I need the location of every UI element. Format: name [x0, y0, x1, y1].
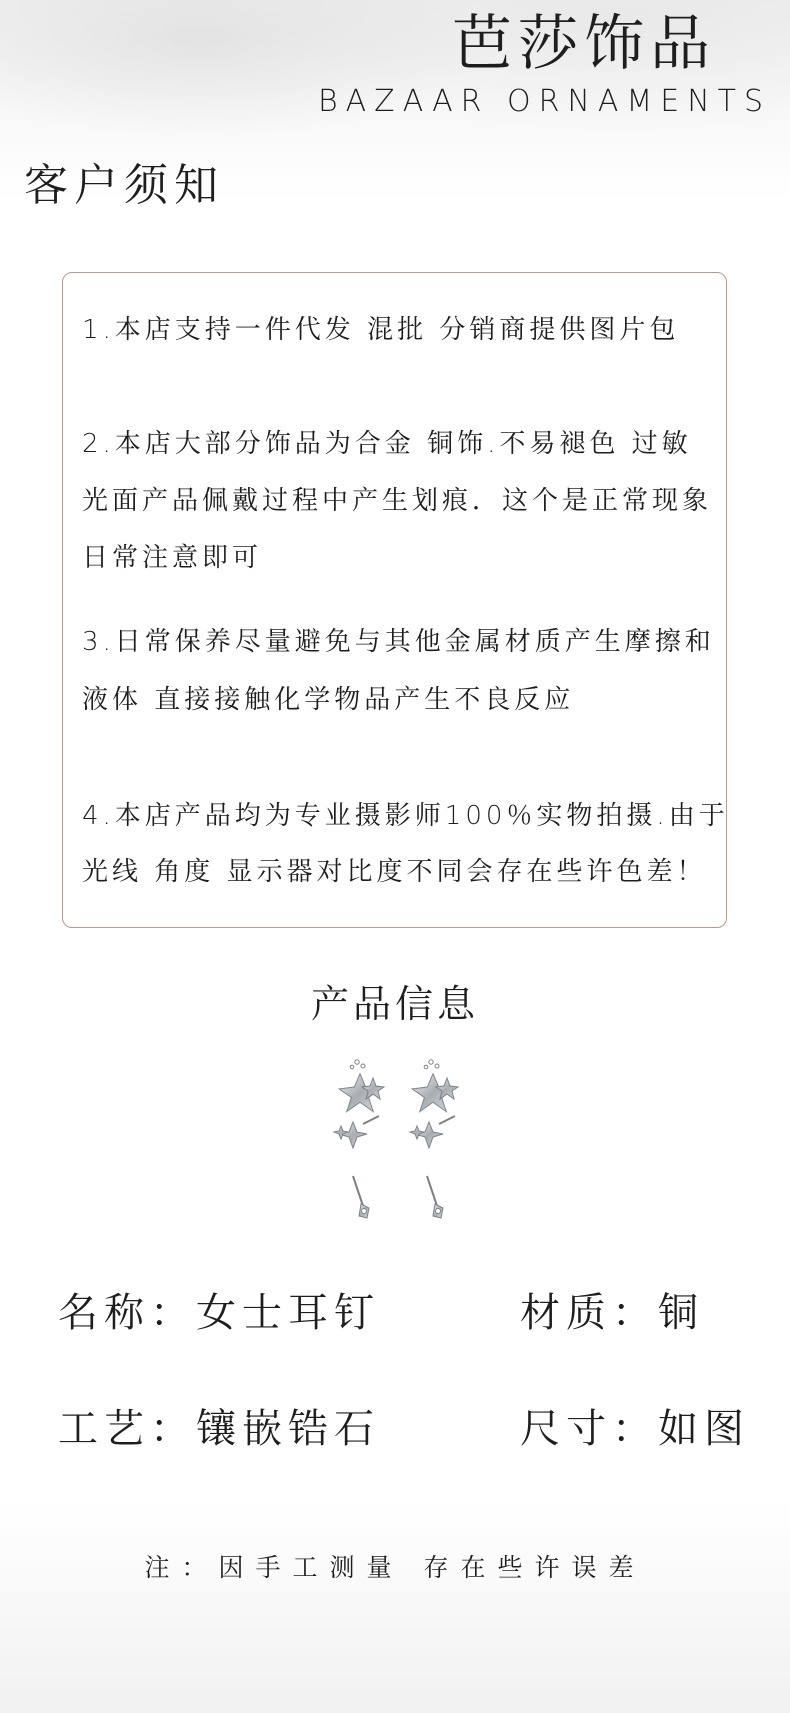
earring-set-icon	[310, 1040, 480, 1230]
product-info-title: 产品信息	[310, 982, 479, 1026]
spec-name: 名称：女士耳钉	[58, 1290, 380, 1336]
notice-line: 光线 角度 显示器对比度不同会存在些许色差！	[82, 857, 707, 887]
notice-line: 2.本店大部分饰品为合金 铜饰.不易褪色 过敏	[82, 429, 692, 459]
notice-line: 液体 直接接触化学物品产生不良反应	[82, 685, 575, 715]
notice-line: 3.日常保养尽量避免与其他金属材质产生摩擦和	[82, 627, 715, 657]
notice-title: 客户须知	[24, 160, 224, 211]
notice-line: 1.本店支持一件代发 混批 分销商提供图片包	[82, 315, 680, 345]
brand-title-cn: 芭莎饰品	[452, 9, 716, 79]
spec-size: 尺寸：如图	[520, 1406, 750, 1452]
spec-material: 材质：铜	[520, 1290, 704, 1336]
footnote: 注：因手工测量 存在些许误差	[144, 1553, 646, 1582]
spec-craft: 工艺：镶嵌锆石	[58, 1406, 380, 1452]
notice-line: 4.本店产品均为专业摄影师100％实物拍摄.由于	[82, 801, 729, 831]
notice-line: 光面产品佩戴过程中产生划痕．这个是正常现象	[82, 486, 713, 516]
notice-line: 日常注意即可	[82, 543, 263, 573]
brand-title-en: BAZAAR ORNAMENTS	[318, 84, 772, 119]
